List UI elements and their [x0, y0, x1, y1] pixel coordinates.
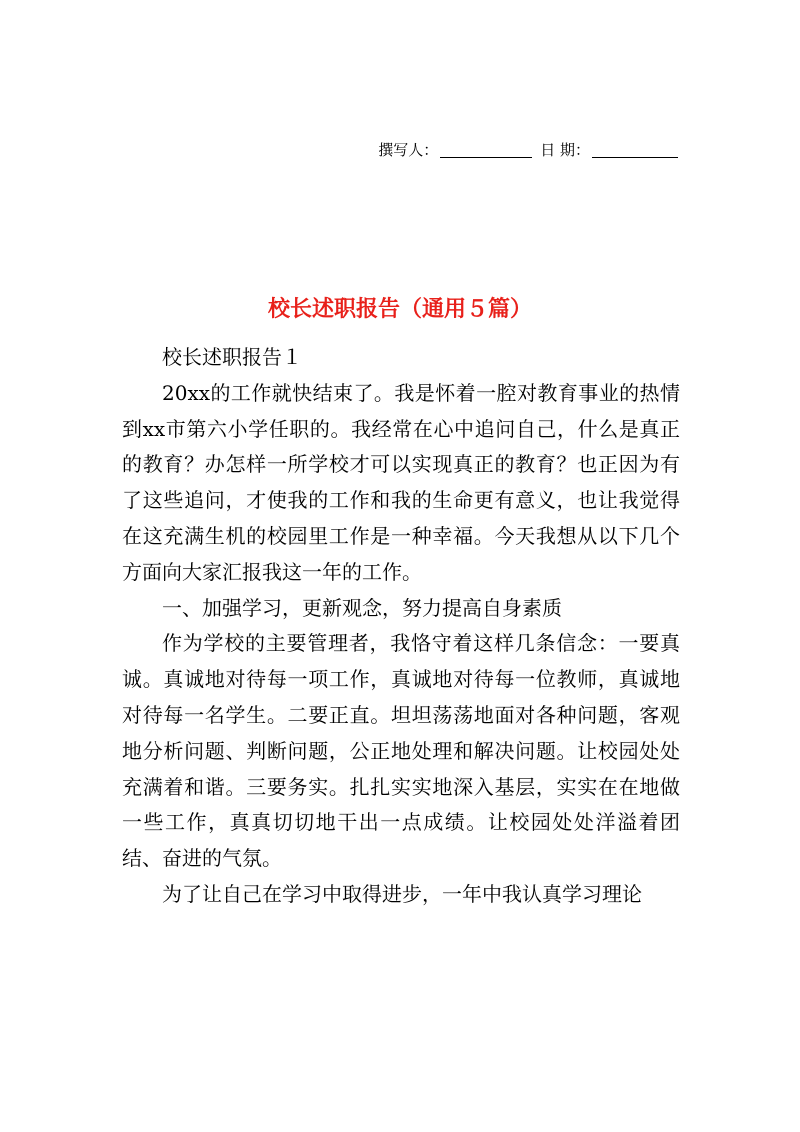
byline: [378, 139, 680, 161]
date-label: 日 期：: [540, 141, 590, 159]
subsection-heading: 一、加强学习，更新观念，努力提高自身素质: [162, 595, 562, 620]
author-blank-line: [440, 141, 532, 158]
section-heading: 校长述职报告１: [162, 345, 302, 369]
date-blank-line: [592, 141, 678, 158]
body-paragraph: 为了让自己在学习中取得进步，一年中我认真学习理论: [162, 881, 642, 906]
body-paragraph: 作为学校的主要管理者，我恪守着这样几条信念：一要真诚。真诚地对待每一项工作，真诚地对待每一位教师，真诚地对待每一名学生。二要正直。坦坦荡荡地面对各种问题，客观地分析问题、判断问题，公正地处理和解决问题。让校园处处充满着和谐。三要务实。扎扎实实地深入基层，实实在在地做一些工作，真真切切地干出一点成绩。让校园处处洋溢着团结、奋进的气氛。: [122, 631, 680, 871]
body-paragraph: 20xx的工作就快结束了。我是怀着一腔对教育事业的热情到xx市第六小学任职的。我经常在心中追问自己，什么是真正的教育？办怎样一所学校才可以实现真正的教育？也正因为有了这些追问，才使我的工作和我的生命更有意义，也让我觉得在这充满生机的校园里工作是一种幸福。今天我想从以下几个方面向大家汇报我这一年的工作。: [122, 380, 680, 584]
document-body: [122, 340, 680, 913]
author-label: 撰写人：: [378, 141, 439, 159]
document-title: 校长述职报告（通用５篇）: [267, 296, 532, 322]
